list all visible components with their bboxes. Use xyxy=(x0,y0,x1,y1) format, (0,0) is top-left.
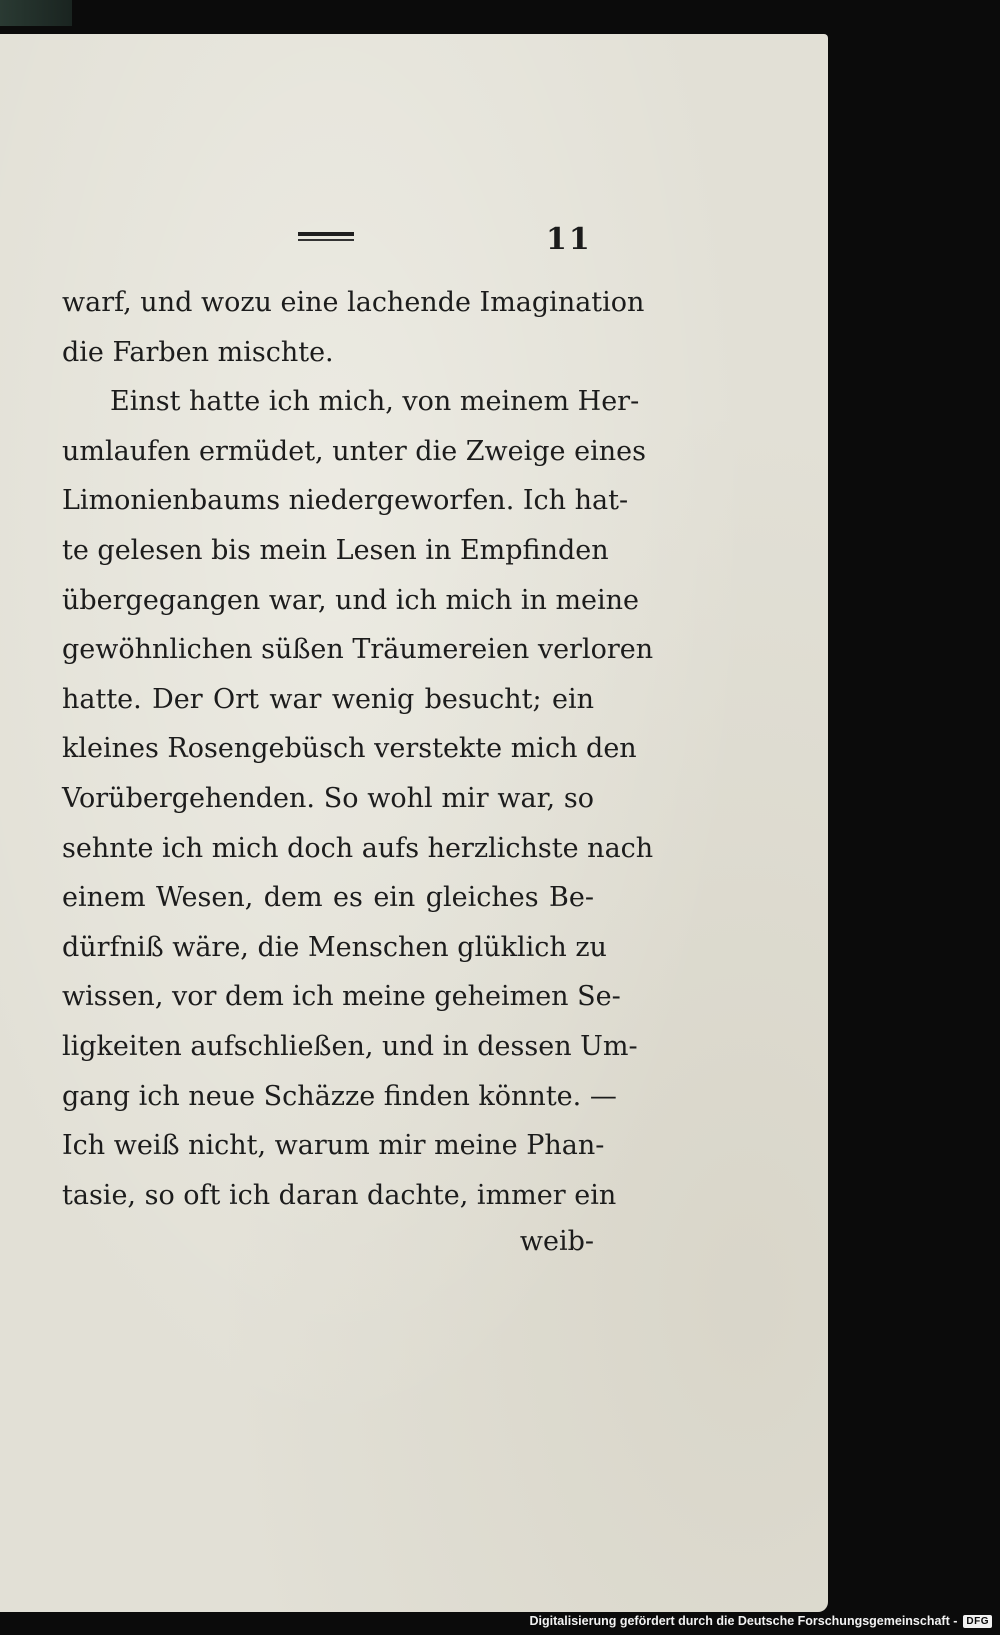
text-line: gang ich neue Schäzze finden könnte. — xyxy=(62,1080,617,1112)
text-line: Vorübergehenden. So wohl mir war, so xyxy=(62,782,594,814)
text-line: te gelesen bis mein Lesen in Empfinden xyxy=(62,534,609,566)
dfg-logo: DFG xyxy=(963,1615,992,1628)
digitization-footer xyxy=(530,1611,992,1631)
text-line: einem Wesen, dem es ein gleiches Be- xyxy=(62,882,594,914)
text-line: gewöhnlichen süßen Träumereien verloren xyxy=(62,634,654,666)
text-line: hatte. Der Ort war wenig besucht; ein xyxy=(62,683,594,715)
body-text xyxy=(62,278,654,1220)
text-line: dürfniß wäre, die Menschen glüklich zu xyxy=(62,931,607,963)
text-line: tasie, so oft ich daran dachte, immer ein xyxy=(62,1179,617,1211)
adjacent-page-edge xyxy=(0,0,72,26)
text-line: übergegangen war, und ich mich in meine xyxy=(62,584,640,616)
text-line: kleines Rosengebüsch verstekte mich den xyxy=(62,733,637,765)
page-number: 11 xyxy=(546,222,592,257)
text-line: wissen, vor dem ich meine geheimen Se- xyxy=(62,981,621,1013)
text-line: sehnte ich mich doch aufs herzlichste nach xyxy=(62,832,654,864)
header-ornament-rule xyxy=(298,232,354,236)
page-header xyxy=(0,222,828,262)
text-line: Limonienbaums niedergeworfen. Ich hat- xyxy=(62,485,629,517)
funding-notice: Digitalisierung gefördert durch die Deutsche Forschungsgemeinschaft - xyxy=(529,1614,958,1628)
text-line: Ich weiß nicht, warum mir meine Phan- xyxy=(62,1130,605,1162)
text-line: ligkeiten aufschließen, und in dessen Um- xyxy=(62,1030,638,1062)
text-line: Einst hatte ich mich, von meinem Her- xyxy=(110,386,640,418)
catchword: weib- xyxy=(519,1226,594,1257)
text-line: umlaufen ermüdet, unter die Zweige eines xyxy=(62,435,646,467)
text-line: die Farben mischte. xyxy=(62,336,334,368)
text-line: warf, und wozu eine lachende Imagination xyxy=(62,287,645,318)
